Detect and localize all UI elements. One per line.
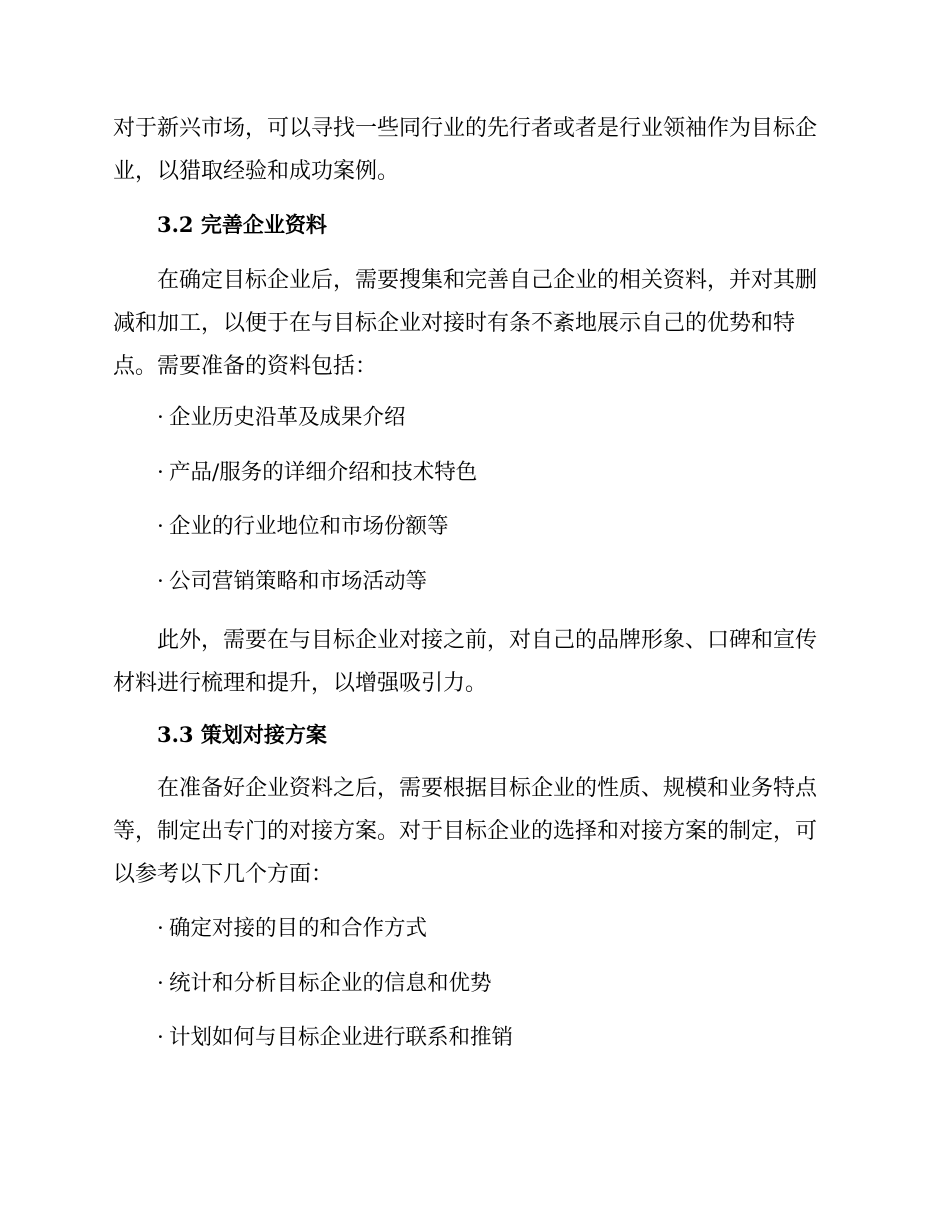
list-item-text: 计划如何与目标企业进行联系和推销: [169, 1025, 514, 1050]
list-item-text: 统计和分析目标企业的信息和优势: [169, 971, 492, 996]
section-heading-3-3: 3.3 策划对接方案: [157, 722, 327, 747]
paragraph-intro: 对于新兴市场，可以寻找一些同行业的先行者或者是行业领袖作为目标企业，以猎取经验和成功案例。: [113, 116, 818, 184]
bullet-mark: ·: [157, 971, 164, 996]
list-item-text: 企业的行业地位和市场份额等: [169, 514, 449, 539]
bullet-mark: ·: [157, 514, 164, 539]
list-item: [157, 512, 449, 542]
list-item: [157, 914, 427, 944]
bullet-mark: ·: [157, 460, 164, 485]
bullet-mark: ·: [157, 1025, 164, 1050]
paragraph-prepare-materials: 在确定目标企业后，需要搜集和完善自己企业的相关资料，并对其删减和加工，以便于在与目标企业对接时有条不紊地展示自己的优势和特点。需要准备的资料包括：: [113, 268, 818, 379]
list-item-text: 公司营销策略和市场活动等: [169, 569, 428, 594]
bullet-mark: ·: [157, 916, 164, 941]
list-item: [157, 403, 406, 433]
list-item: [157, 567, 427, 597]
bullet-mark: ·: [157, 405, 164, 430]
bullet-mark: ·: [157, 569, 164, 594]
list-item-text: 确定对接的目的和合作方式: [169, 916, 428, 941]
section-heading-3-2: 3.2 完善企业资料: [157, 212, 327, 237]
list-item-text: 企业历史沿革及成果介绍: [169, 405, 406, 430]
list-item: [157, 969, 492, 999]
list-item: [157, 1023, 513, 1053]
paragraph-plan-scheme: 在准备好企业资料之后，需要根据目标企业的性质、规模和业务特点等，制定出专门的对接方案。对于目标企业的选择和对接方案的制定，可以参考以下几个方面：: [113, 776, 818, 887]
list-item-text: 产品/服务的详细介绍和技术特色: [169, 460, 478, 485]
paragraph-brand-image: 此外，需要在与目标企业对接之前，对自己的品牌形象、口碑和宣传材料进行梳理和提升，以增强吸引力。: [113, 628, 818, 696]
list-item: [157, 458, 477, 488]
